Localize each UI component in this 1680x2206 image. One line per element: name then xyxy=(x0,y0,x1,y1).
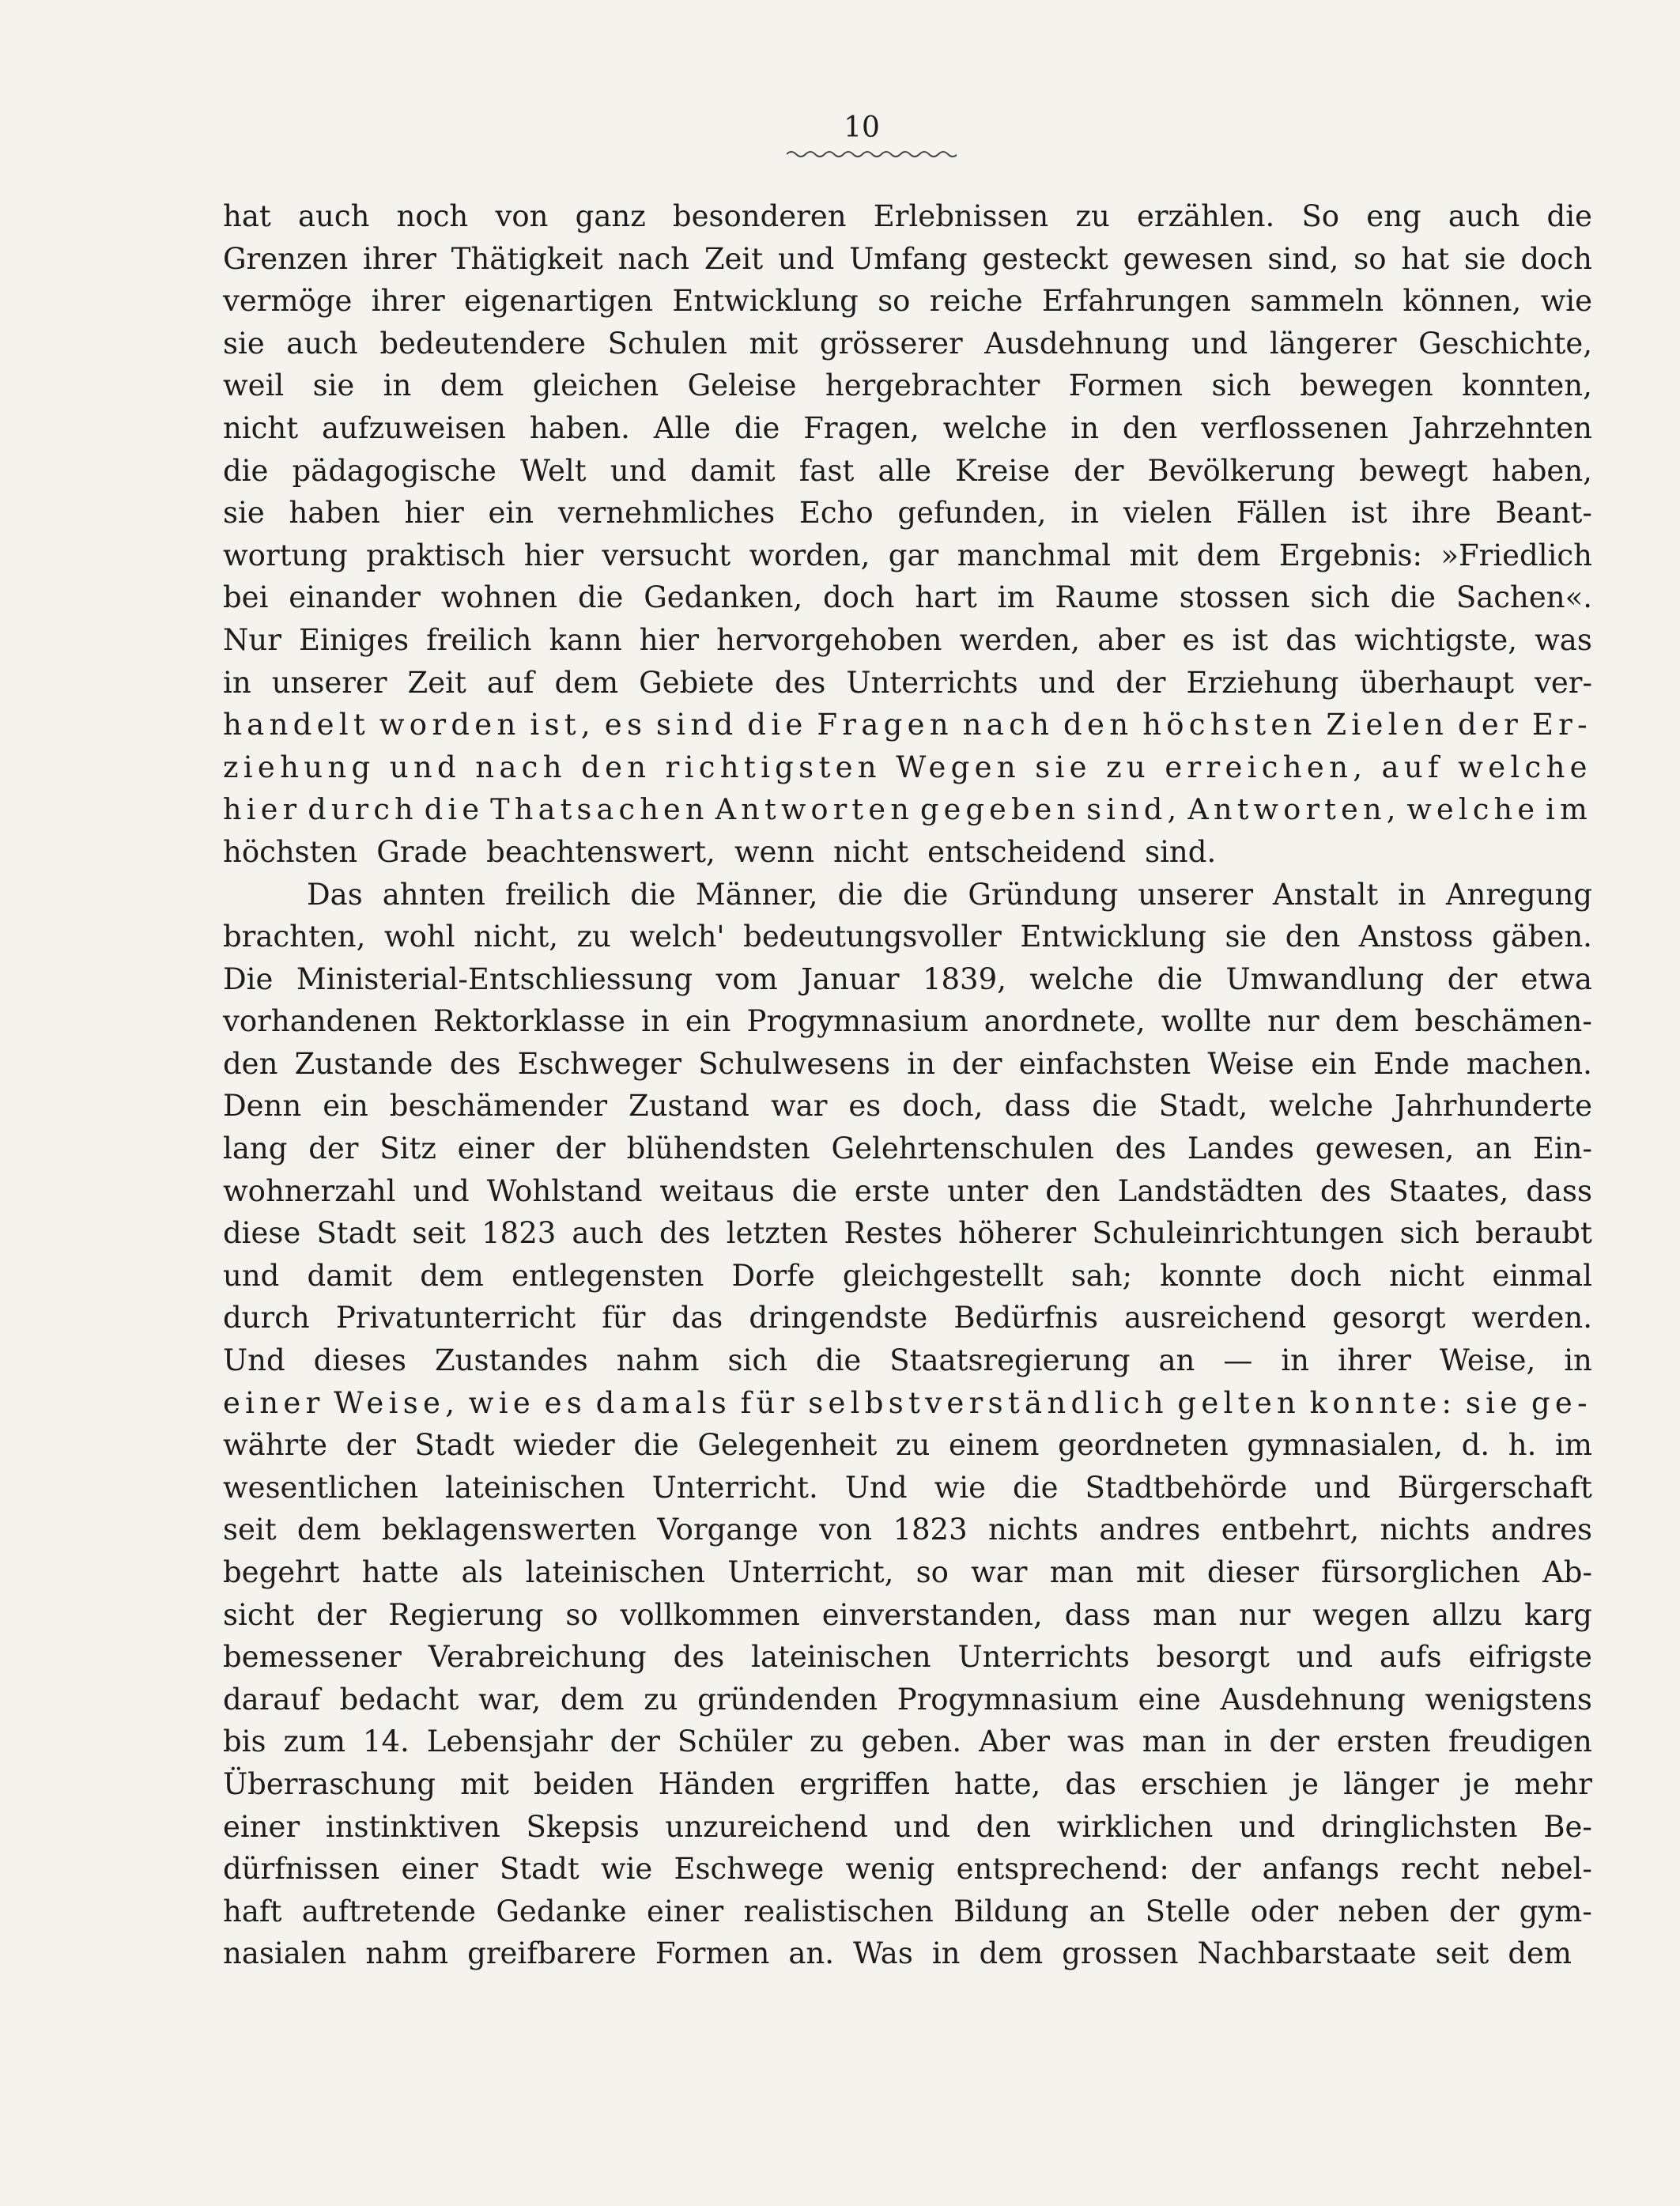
text-line: sie haben hier ein vernehmliches Echo gefunden, in vielen Fällen ist ihre Beant- xyxy=(223,496,1592,531)
text-line: Denn ein beschämender Zustand war es doch, dass die Stadt, welche Jahrhunderte xyxy=(223,1089,1592,1124)
text-line: bis zum 14. Lebensjahr der Schüler zu geben. Aber was man in der ersten freudigen xyxy=(223,1724,1592,1759)
text-line: Die Ministerial-Entschliessung vom Januar 1839, welche die Umwandlung der etwa xyxy=(223,961,1592,996)
text-line: Das ahnten freilich die Männer, die die Gründung unserer Anstalt in Anregung xyxy=(307,877,1592,912)
page-number: 10 xyxy=(844,111,880,144)
text-line: einer Weise, wie es damals für selbstverständlich gelten konnte: sie ge- xyxy=(223,1385,1592,1420)
text-line: einer instinktiven Skepsis unzureichend und den wirklichen und dringlichsten Be- xyxy=(223,1809,1592,1844)
text-line: Nur Einiges freilich kann hier hervorgehoben werden, aber es ist das wichtigste, was xyxy=(223,622,1592,657)
text-line: wohnerzahl und Wohlstand weitaus die erste unter den Landstädten des Staates, dass xyxy=(223,1173,1592,1208)
wavy-ornament xyxy=(787,149,957,160)
text-line: durch Privatunterricht für das dringendste Bedürfnis ausreichend gesorgt werden. xyxy=(223,1301,1592,1335)
text-line: lang der Sitz einer der blühendsten Gelehrtenschulen des Landes gewesen, an Ein- xyxy=(223,1131,1592,1166)
text-line: und damit dem entlegensten Dorfe gleichgestellt sah; konnte doch nicht einmal xyxy=(223,1258,1592,1293)
text-line: wortung praktisch hier versucht worden, gar manchmal mit dem Ergebnis: »Friedlich xyxy=(223,538,1592,572)
text-line: seit dem beklagenswerten Vorgange von 1823 nichts andres entbehrt, nichts andres xyxy=(223,1513,1592,1547)
text-line: bei einander wohnen die Gedanken, doch hart im Raume stossen sich die Sachen«. xyxy=(223,580,1592,615)
text-line: sicht der Regierung so vollkommen einverstanden, dass man nur wegen allzu karg xyxy=(223,1597,1592,1632)
text-line: vorhandenen Rektorklasse in ein Progymnasium anordnete, wollte nur dem beschämen- xyxy=(223,1004,1592,1039)
text-line: währte der Stadt wieder die Gelegenheit zu einem geordneten gymnasialen, d. h. im xyxy=(223,1428,1592,1463)
text-line: hier durch die Thatsachen Antworten gegeben sind, Antworten, welche im xyxy=(223,792,1592,827)
text-line: hat auch noch von ganz besonderen Erlebnissen zu erzählen. So eng auch die xyxy=(223,199,1592,233)
body-text xyxy=(223,195,1592,1975)
text-line: bemessener Verabreichung des lateinischen Unterrichts besorgt und aufs eifrigste xyxy=(223,1640,1592,1675)
text-line: dürfnissen einer Stadt wie Eschwege wenig entsprechend: der anfangs recht nebel- xyxy=(223,1852,1592,1887)
paragraph xyxy=(223,874,1592,1975)
text-line: Überraschung mit beiden Händen ergriffen hatte, das erschien je länger je mehr xyxy=(223,1766,1592,1801)
text-line: sie auch bedeutendere Schulen mit grösserer Ausdehnung und längerer Geschichte, xyxy=(223,326,1592,361)
text-line: nicht aufzuweisen haben. Alle die Fragen, welche in den verflossenen Jahrzehnten xyxy=(223,410,1592,445)
text-line: weil sie in dem gleichen Geleise hergebrachter Formen sich bewegen konnten, xyxy=(223,368,1592,403)
text-line: Und dieses Zustandes nahm sich die Staatsregierung an — in ihrer Weise, in xyxy=(223,1343,1592,1378)
text-line: nasialen nahm greifbarere Formen an. Was in dem grossen Nachbarstaate seit dem xyxy=(223,1936,1572,1971)
text-line: haft auftretende Gedanke einer realistischen Bildung an Stelle oder neben der gym- xyxy=(223,1894,1592,1928)
text-line: den Zustande des Eschweger Schulwesens in der einfachsten Weise ein Ende machen. xyxy=(223,1046,1592,1081)
text-line: höchsten Grade beachtenswert, wenn nicht entscheidend sind. xyxy=(223,834,1217,869)
text-line: darauf bedacht war, dem zu gründenden Progymnasium eine Ausdehnung wenigstens xyxy=(223,1682,1592,1717)
text-line: wesentlichen lateinischen Unterricht. Und wie die Stadtbehörde und Bürgerschaft xyxy=(223,1470,1592,1505)
text-line: brachten, wohl nicht, zu welch' bedeutungsvoller Entwicklung sie den Anstoss gäben. xyxy=(223,920,1592,954)
paragraph xyxy=(223,195,1592,874)
text-line: vermöge ihrer eigenartigen Entwicklung so reiche Erfahrungen sammeln können, wie xyxy=(223,284,1592,319)
text-line: ziehung und nach den richtigsten Wegen sie zu erreichen, auf welche xyxy=(223,750,1592,784)
text-line: handelt worden ist, es sind die Fragen nach den höchsten Zielen der Er- xyxy=(223,708,1592,742)
text-line: begehrt hatte als lateinischen Unterricht, so war man mit dieser fürsorglichen Ab- xyxy=(223,1555,1592,1589)
text-line: die pädagogische Welt und damit fast alle Kreise der Bevölkerung bewegt haben, xyxy=(223,453,1592,488)
text-line: Grenzen ihrer Thätigkeit nach Zeit und Umfang gesteckt gewesen sind, so hat sie doch xyxy=(223,241,1592,276)
text-line: in unserer Zeit auf dem Gebiete des Unterrichts und der Erziehung überhaupt ver- xyxy=(223,665,1592,700)
text-line: diese Stadt seit 1823 auch des letzten Restes höherer Schuleinrichtungen sich beraubt xyxy=(223,1216,1592,1251)
